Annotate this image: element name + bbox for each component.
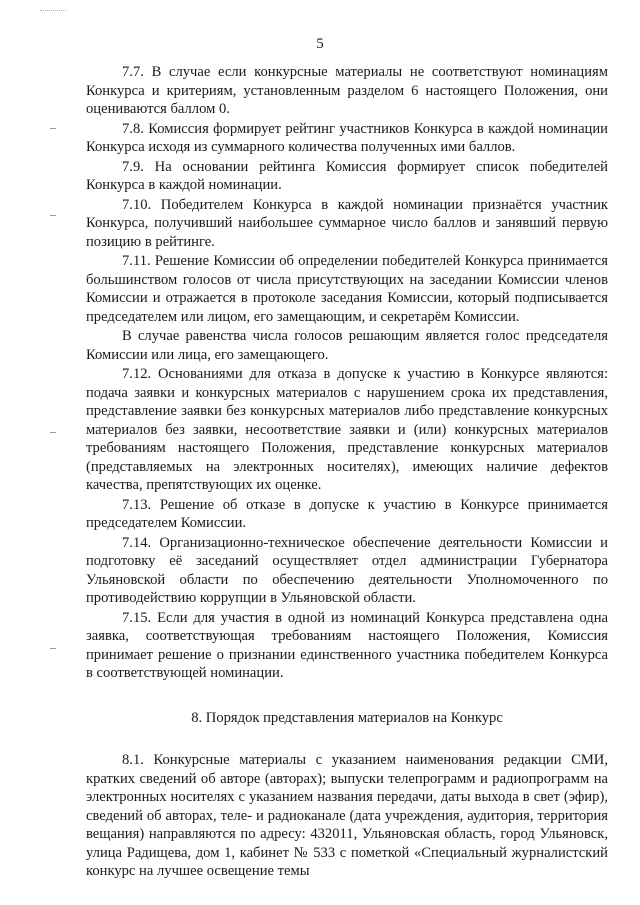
- paragraph-7-10: 7.10. Победителем Конкурса в каждой номинации признаётся участник Конкурса, получивший наибольшее суммарное число баллов и занявший первую позицию в рейтинге.: [86, 196, 608, 250]
- paragraph-8-1: 8.1. Конкурсные материалы с указанием наименования редакции СМИ, кратких сведений об авторе (авторах); выпуски телепрограмм и радиопрограмм на электронных носителях с указанием названия передачи, даты выхода в свет (эфир), сведений об авторах, теле- и радиоканале (дата учреждения, аудитория, территория вещания) направляются по адресу: 432011, Ульяновская область, город Ульяновск, улица Радищева, дом 1, кабинет № 533 с пометкой «Специальный журналистский конкурс на лучшее освещение темы: [86, 752, 608, 879]
- paragraph-7-7: 7.7. В случае если конкурсные материалы не соответствуют номинациям Конкурса и критериям, установленным разделом 6 настоящего Положения, они оцениваются баллом 0.: [86, 64, 608, 117]
- page-number: 5: [316, 36, 324, 52]
- paragraph-7-13: 7.13. Решение об отказе в допуске к участию в Конкурсе принимается председателем Комиссии.: [86, 496, 608, 531]
- paragraph-7-11: 7.11. Решение Комиссии об определении победителей Конкурса принимается большинством голосов от числа присутствующих на заседании Комиссии членов Комиссии и отражается в протоколе заседания Комиссии, который подписывается председателем или лицом, его замещающим, и секретарём Комиссии.: [86, 253, 608, 325]
- margin-tick: [50, 215, 56, 216]
- scan-mark: [40, 10, 66, 12]
- paragraph-7-8: 7.8. Комиссия формирует рейтинг участников Конкурса в каждой номинации Конкурса исходя из суммарного количества полученных ими баллов.: [86, 120, 608, 155]
- paragraph-7-14: 7.14. Организационно-техническое обеспечение деятельности Комиссии и подготовку её заседаний осуществляет отдел администрации Губернатора Ульяновской области по обеспечению деятельности Уполномоченного по противодействию коррупции в Ульяновской области.: [86, 534, 608, 606]
- margin-tick: [50, 648, 56, 649]
- document-body: [86, 63, 608, 881]
- margin-tick: [50, 432, 56, 433]
- paragraph-7-9: 7.9. На основании рейтинга Комиссия формирует список победителей Конкурса в каждой номинации.: [86, 158, 608, 193]
- paragraph-tie-vote: В случае равенства числа голосов решающим является голос председателя Комиссии или лица, его замещающего.: [86, 328, 608, 363]
- paragraph-7-12: 7.12. Основаниями для отказа в допуске к участию в Конкурсе являются: подача заявки и конкурсных материалов с нарушением срока их представления, представление заявки без конкурсных материалов либо представление конкурсных материалов без заявки, несоответствие заявки и (или) конкурсных материалов требованиям настоящего Положения, представление конкурсных материалов (представляемых на электронных носителях), имеющих наличие дефектов качества, препятствующих их оценке.: [86, 366, 608, 493]
- margin-tick: [50, 128, 56, 129]
- section-heading: 8. Порядок представления материалов на Конкурс: [191, 709, 503, 726]
- paragraph-7-15: 7.15. Если для участия в одной из номинаций Конкурса представлена одна заявка, соответствующая требованиям настоящего Положения, Комиссия принимает решение о признании единственного участника победителем Конкурса в соответствующей номинации.: [86, 609, 608, 681]
